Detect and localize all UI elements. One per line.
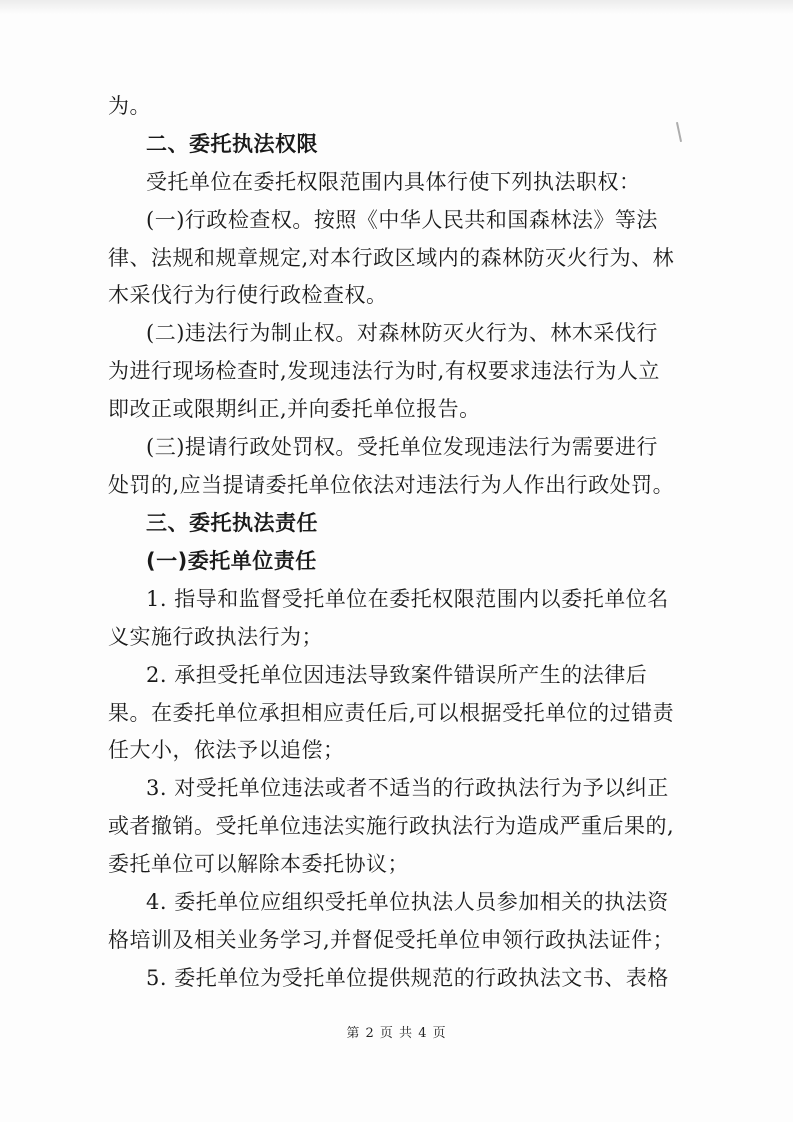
text-line: 委托单位可以解除本委托协议；: [108, 852, 409, 876]
text-line: 1. 指导和监督受托单位在委托权限范围内以委托单位名: [146, 587, 669, 611]
text-line: (三)提请行政处罚权。受托单位发现违法行为需要进行: [146, 435, 658, 459]
text-line: 格培训及相关业务学习,并督促受托单位申领行政执法证件；: [108, 928, 675, 952]
text-line: 受托单位在委托权限范围内具体行使下列执法职权：: [146, 170, 641, 194]
text-line: 5. 委托单位为受托单位提供规范的行政执法文书、表格: [146, 966, 669, 990]
text-line: 4. 委托单位应组织受托单位执法人员参加相关的执法资: [146, 890, 669, 914]
text-line: (二)违法行为制止权。对森林防灭火行为、林木采伐行: [146, 321, 658, 345]
text-line: (一)行政检查权。按照《中华人民共和国森林法》等法: [146, 208, 658, 232]
section-heading: 二、委托执法权限: [146, 132, 318, 156]
text-line: 为进行现场检查时,发现违法行为时,有权要求违法行为人立: [108, 359, 660, 383]
text-line: 为。: [108, 94, 151, 118]
text-line: 义实施行政执法行为；: [108, 625, 323, 649]
text-line: 果。在委托单位承担相应责任后,可以根据受托单位的过错责: [108, 701, 675, 725]
text-line: 或者撤销。受托单位违法实施行政执法行为造成严重后果的,: [108, 814, 675, 838]
text-line: 2. 承担受托单位因违法导致案件错误所产生的法律后: [146, 663, 648, 687]
page-number: 第 2 页 共 4 页: [346, 1026, 447, 1041]
section-heading: 三、委托执法责任: [146, 511, 318, 535]
text-line: 木采伐行为行使行政检查权。: [108, 283, 388, 307]
text-line: 律、法规和规章规定,对本行政区域内的森林防灭火行为、林: [108, 246, 675, 270]
text-line: 任大小，依法予以追偿；: [108, 738, 345, 762]
text-line: 3. 对受托单位违法或者不适当的行政执法行为予以纠正: [146, 776, 669, 800]
text-line: 即改正或限期纠正,并向委托单位报告。: [108, 397, 481, 421]
scan-mark: [676, 122, 682, 142]
text-line: 处罚的,应当提请委托单位依法对违法行为人作出行政处罚。: [108, 473, 675, 497]
subsection-heading: (一)委托单位责任: [146, 549, 317, 573]
scan-edge-shade: [0, 0, 793, 14]
